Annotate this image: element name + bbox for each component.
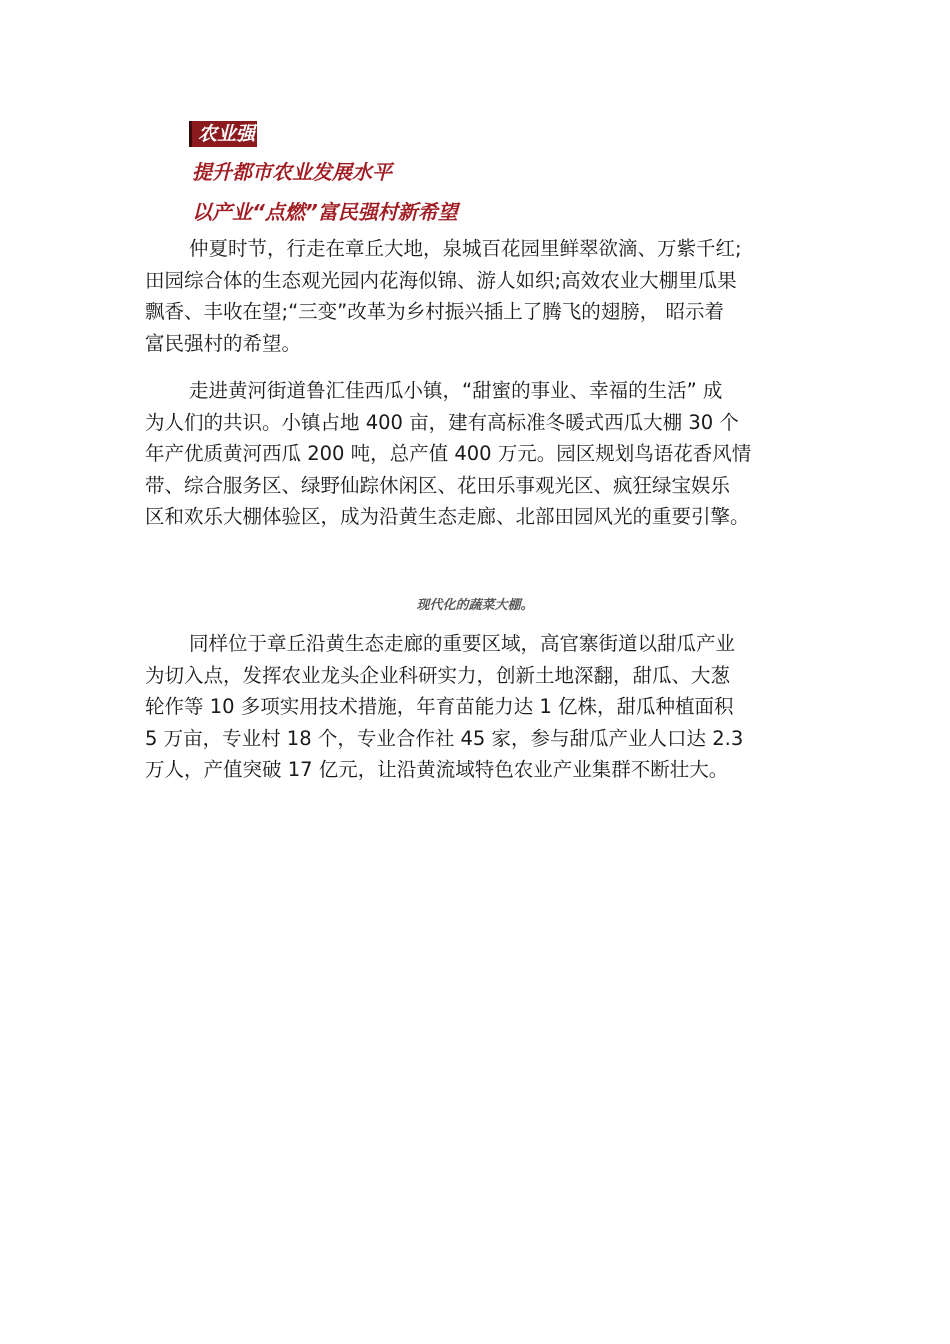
paragraph-line: 带、综合服务区、绿野仙踪休闲区、花田乐事观光区、疯狂绿宝娱乐 [145, 473, 731, 497]
paragraph-line: 飘香、丰收在望;“三变”改革为乡村振兴插上了腾飞的翅膀， 昭示着 [145, 300, 724, 323]
image-caption: 现代化的蔬菜大棚。 [416, 598, 534, 613]
paragraph-watermelon-town [145, 375, 805, 533]
paragraph-line: 仲夏时节，行走在章丘大地，泉城百花园里鲜翠欲滴、万紫千红; [189, 237, 742, 260]
paragraph-line: 为切入点，发挥农业龙头企业科研实力，创新土地深翻，甜瓜、大葱 [145, 663, 731, 687]
paragraph-melon-industry [145, 628, 805, 786]
paragraph-line: 年产优质黄河西瓜 200 吨，总产值 400 万元。园区规划鸟语花香风情 [145, 442, 752, 465]
paragraph-line: 轮作等 10 多项实用技术措施，年育苗能力达 1 亿株，甜瓜种植面积 [145, 695, 734, 718]
headline-secondary: 以产业“点燃”富民强村新希望 [192, 200, 458, 224]
paragraph-line: 走进黄河街道鲁汇佳西瓜小镇，“甜蜜的事业、幸福的生活” 成 [189, 379, 723, 402]
paragraph-line: 富民强村的希望。 [145, 331, 302, 355]
headline-primary: 提升都市农业发展水平 [192, 160, 392, 184]
paragraph-line: 5 万亩，专业村 18 个，专业合作社 45 家，参与甜瓜产业人口达 2.3 [145, 726, 744, 750]
paragraph-intro [145, 233, 805, 359]
paragraph-line: 同样位于章丘沿黄生态走廊的重要区域，高官寨街道以甜瓜产业 [189, 632, 736, 655]
section-tag: 农业强 [189, 121, 257, 147]
paragraph-line: 为人们的共识。小镇占地 400 亩，建有高标准冬暖式西瓜大棚 30 个 [145, 410, 739, 434]
paragraph-line: 区和欢乐大棚体验区，成为沿黄生态走廊、北部田园风光的重要引擎。 [145, 505, 750, 528]
paragraph-line: 万人，产值突破 17 亿元，让沿黄流域特色农业产业集群不断壮大。 [145, 758, 729, 781]
paragraph-line: 田园综合体的生态观光园内花海似锦、游人如织;高效农业大棚里瓜果 [145, 268, 737, 292]
